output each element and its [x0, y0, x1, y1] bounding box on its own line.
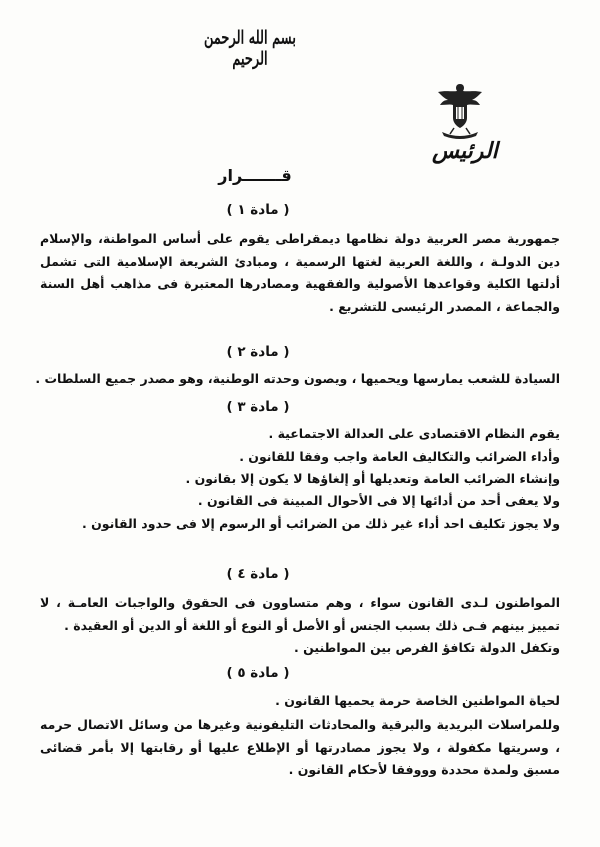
article-2-line: السيادة للشعب يمارسها ويحميها ، ويصون وحدته الوطنية، وهو مصدر جميع السلطات . [35, 371, 560, 386]
article-4-heading: ( مادة ٤ ) [226, 566, 290, 582]
article-3-line: ولا يجوز تكليف احد أداء غير ذلك من الضرائب أو الرسوم إلا فى حدود القانون . [81, 516, 560, 531]
basmala-header: بسم الله الرحمن الرحيم [204, 28, 296, 70]
article-3-line: وإنشاء الضرائب العامة وتعديلها أو إلغاؤها لا يكون إلا بقانون . [185, 471, 560, 486]
article-3-line: وأداء الضرائب والتكاليف العامة واجب وفقا للقانون . [239, 449, 560, 464]
article-1-text: جمهورية مصر العربية دولة نظامها ديمقراطى يقوم على أساس المواطنة، والإسلام دين الدولـة ، واللغة العربية لغتها الرسمية ، ومبادئ الشريعة الإسلامية التى تشمل أدلتها الكلية وقواعدها الأصولية والفقهية ومصادرها المعتبرة فى مذاهب أهل السنة والجماعة ، المصدر الرئيسى للتشريع . [40, 231, 560, 314]
article-2-heading: ( مادة ٢ ) [226, 344, 290, 360]
decree-title: قـــــــرار [218, 166, 292, 185]
eagle-emblem-icon [432, 78, 488, 140]
article-5-heading: ( مادة ٥ ) [226, 665, 290, 681]
article-3-line: يقوم النظام الاقتصادى على العدالة الاجتماعية . [268, 426, 560, 441]
article-3-line: ولا يعفى أحد من أدائها إلا فى الأحوال المبينة فى القانون . [197, 493, 560, 508]
article-5-line: لحياة المواطنين الخاصة حرمة يحميها القانون . [275, 693, 560, 708]
article-5-text: وللمراسلات البريدية والبرقية والمحادثات التليفونية وغيرها من وسائل الاتصال حرمه ، وسريتها مكفولة ، ولا يجوز مصادرتها أو الإطلاع عليها أو رقابتها إلا بأمر قضائى مسبق ولمدة محددة وووفقا لأحكام القانون . [40, 717, 560, 777]
article-1-heading: ( مادة ١ ) [226, 202, 290, 218]
article-4-text: المواطنون لـدى القانون سواء ، وهم متساوون فى الحقوق والواجبات العامـة ، لا تمييز بينهم فـى ذلك بسبب الجنس أو الأصل أو النوع أو اللغة أو الدين أو العقيدة . [40, 595, 560, 633]
article-4-line: وتكفل الدولة تكافؤ الفرص بين المواطنين . [294, 640, 560, 655]
article-3-heading: ( مادة ٣ ) [226, 399, 290, 415]
president-title: الرئيس [432, 138, 498, 164]
